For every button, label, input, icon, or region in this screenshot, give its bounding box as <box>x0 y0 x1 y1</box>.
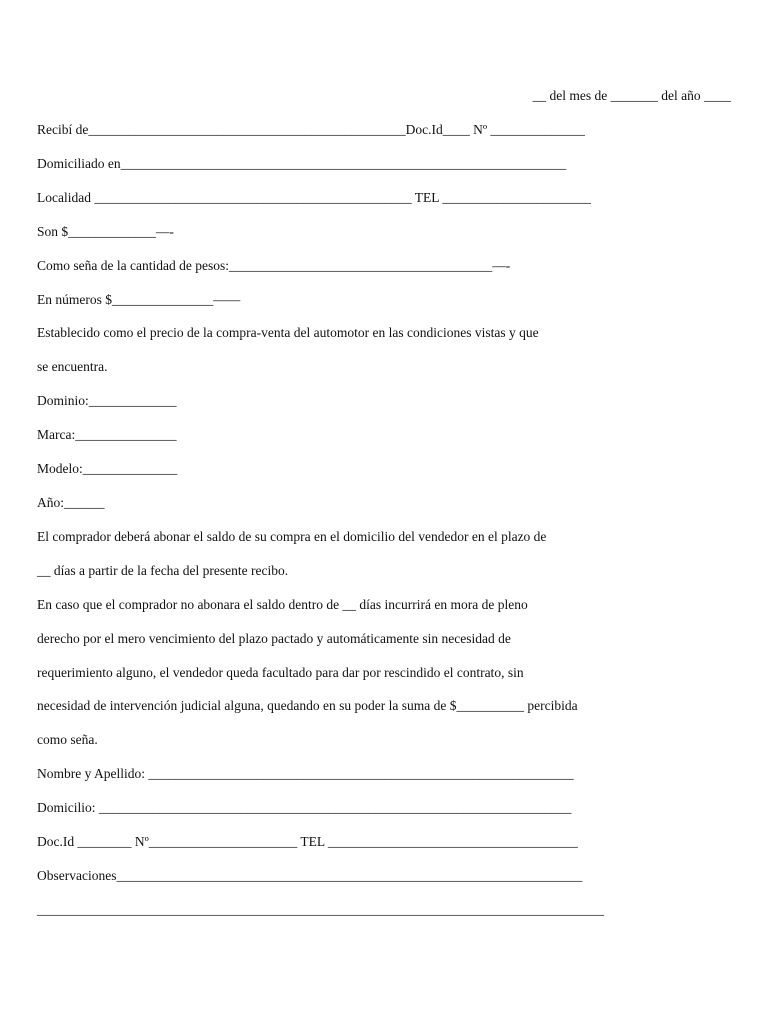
amount-line: Son $_____________—- <box>37 224 174 239</box>
default-clause-line-4: necesidad de intervención judicial alguna, quedando en su poder la suma de $__________ percibida <box>37 698 578 713</box>
default-clause-line-1: En caso que el comprador no abonara el saldo dentro de __ días incurrirá en mora de pleno <box>37 597 528 612</box>
balance-clause-line-2: __ días a partir de la fecha del presente recibo. <box>37 563 289 578</box>
price-clause-line-1: Establecido como el precio de la compra-venta del automotor en las condiciones vistas y que <box>37 325 539 340</box>
year-field-line: Año:______ <box>37 495 105 510</box>
full-name-line: Nombre y Apellido: _______________________________________________________________ <box>37 766 574 781</box>
received-from-line: Recibí de_______________________________________________Doc.Id____ Nº ______________ <box>37 122 585 137</box>
default-clause-line-2: derecho por el mero vencimiento del plazo pactado y automáticamente sin necesidad de <box>37 631 511 646</box>
price-clause-line-2: se encuentra. <box>37 359 108 374</box>
default-clause-line-3: requerimiento alguno, el vendedor queda facultado para dar por rescindido el contrato, sin <box>37 665 524 680</box>
default-clause-line-5: como seña. <box>37 732 98 747</box>
brand-field-line: Marca:_______________ <box>37 427 177 442</box>
balance-clause-line-1: El comprador deberá abonar el saldo de su compra en el domicilio del vendedor en el plazo de <box>37 529 547 544</box>
deposit-amount-line: Como seña de la cantidad de pesos:_______________________________________—- <box>37 258 511 273</box>
model-field-line: Modelo:______________ <box>37 461 178 476</box>
observations-line: Observaciones_____________________________________________________________________ <box>37 868 583 883</box>
buyer-doc-line: Doc.Id ________ Nº______________________ TEL _____________________________________ <box>37 834 578 849</box>
observations-continuation-line: ____________________________________________________________________________________ <box>37 902 604 917</box>
domain-field-line: Dominio:_____________ <box>37 393 177 408</box>
amount-in-numbers-line: En números $_______________—— <box>37 292 241 307</box>
buyer-domicile-line: Domicilio: ______________________________________________________________________ <box>37 800 572 815</box>
domicile-line: Domiciliado en__________________________________________________________________ <box>37 156 567 171</box>
date-line: __ del mes de _______ del año ____ <box>532 88 731 103</box>
locality-line: Localidad _______________________________________________ TEL ______________________ <box>37 190 591 205</box>
